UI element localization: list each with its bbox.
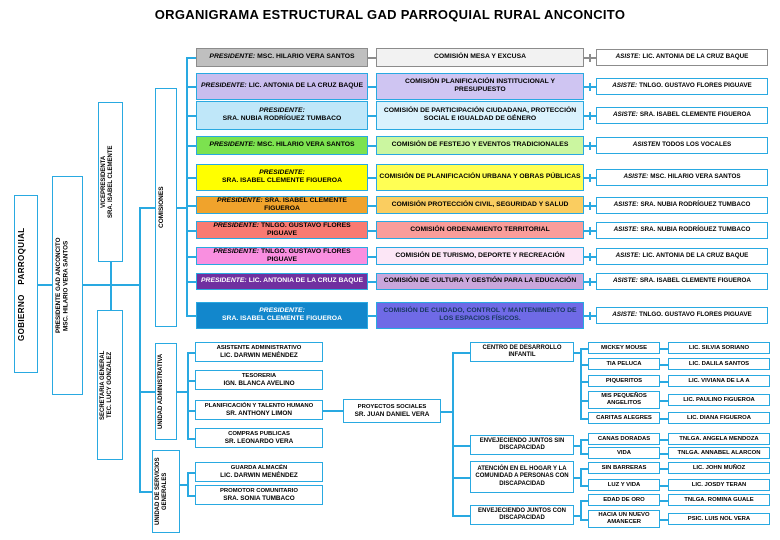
commission-box-2 — [376, 73, 584, 100]
team-group-box — [588, 433, 660, 445]
team-person-name: LIC. DIANA FIGUEROA — [687, 414, 751, 421]
connector-line — [186, 115, 196, 117]
team-group-box — [588, 462, 660, 474]
president-box-10 — [196, 302, 368, 329]
assist-box-7 — [596, 222, 768, 239]
team-group-name: MICKEY MOUSE — [600, 344, 648, 351]
admin-item-name: LIC. DARWIN MENÉNDEZ — [220, 351, 298, 359]
admin-item-role: PLANIFICACIÓN Y TALENTO HUMANO — [204, 402, 314, 409]
commission-name: COMISIÓN DE PARTICIPACIÓN CIUDADANA, PROTECCIÓN SOCIAL E IGUALDAD DE GÉNERO — [383, 106, 577, 122]
connector-line — [589, 142, 591, 151]
president-name: SRA. NUBIA RODRÍGUEZ TUMBACO — [222, 115, 342, 122]
connector-line — [139, 491, 152, 493]
commission-box-1 — [376, 48, 584, 67]
admin-item-name: SR. LEONARDO VERA — [224, 437, 294, 445]
president-box-7 — [196, 221, 368, 239]
connector-line — [580, 439, 588, 441]
connector-line — [660, 418, 668, 420]
services-item-2 — [195, 485, 323, 505]
president-name: SRA. ISABEL CLEMENTE FIGUEROA — [222, 315, 342, 322]
team-group-name: TIA PELUCA — [606, 360, 642, 367]
unidad-administrativa-label: UNIDAD ADMINISTRATIVA — [158, 353, 164, 430]
commission-name: COMISIÓN PLANIFICACIÓN INSTITUCIONAL Y PRESUPUESTO — [404, 77, 556, 93]
connector-line — [580, 519, 588, 521]
team-group-name: VIDA — [616, 449, 632, 456]
assist-box-8 — [596, 248, 768, 265]
assist-name: SRA. NUBIA RODRÍGUEZ TUMBACO — [640, 201, 751, 209]
connector-line — [368, 177, 376, 179]
president-box-4 — [196, 136, 368, 155]
services-item-role: GUARDA ALMACÉN — [230, 464, 288, 471]
program-box-3 — [470, 461, 574, 493]
admin-item-role: COMPRAS PUBLICAS — [228, 430, 290, 437]
connector-line — [177, 207, 186, 209]
connector-line — [660, 519, 668, 521]
connector-line — [660, 468, 668, 470]
connector-line — [368, 205, 376, 207]
president-name: LIC. ANTONIA DE LA CRUZ BAQUE — [248, 81, 363, 89]
commission-name: COMISIÓN DE PLANIFICACIÓN URBANA Y OBRAS PÚBLICAS — [379, 172, 581, 180]
connector-line — [589, 278, 591, 287]
team-person-box — [668, 394, 770, 406]
assist-label: ASISTE: — [613, 277, 638, 285]
team-person-name: LIC. JOSDY TERAN — [691, 481, 747, 488]
unidad-servicios-box — [152, 450, 180, 533]
president-label: PRESIDENTE: — [217, 196, 263, 204]
admin-item-3 — [195, 400, 323, 420]
connector-line — [660, 439, 668, 441]
team-group-name: PIQUERITOS — [605, 377, 643, 384]
vicepresidenta-box — [98, 102, 123, 262]
connector-line — [139, 207, 141, 492]
team-group-name: CARITAS ALEGRES — [596, 414, 652, 421]
connector-line — [580, 348, 588, 350]
team-person-box — [668, 479, 770, 491]
connector-line — [452, 352, 454, 515]
assist-label: ASISTE: — [612, 82, 638, 90]
commission-box-3 — [376, 101, 584, 130]
president-label: PRESIDENTE: — [259, 306, 305, 314]
connector-line — [180, 484, 187, 486]
connector-line — [441, 411, 452, 413]
connector-line — [187, 472, 195, 474]
assist-label: ASISTE: — [613, 226, 639, 234]
connector-line — [187, 472, 189, 496]
team-group-name: HACIA UN NUEVO AMANECER — [598, 512, 650, 525]
admin-item-4 — [195, 428, 323, 448]
connector-line — [589, 83, 591, 92]
team-group-name: EDAD DE ORO — [603, 496, 645, 503]
commission-box-10 — [376, 302, 584, 329]
connector-line — [186, 86, 196, 88]
president-label: PRESIDENTE: — [259, 106, 305, 114]
assist-label: ASISTE: — [623, 173, 649, 181]
admin-item-role: TESORERIA — [241, 372, 277, 379]
connector-line — [660, 400, 668, 402]
team-person-box — [668, 375, 770, 387]
team-group-box — [588, 510, 660, 528]
team-person-name: LIC. JOHN MUÑOZ — [692, 464, 746, 471]
connector-line — [580, 468, 582, 487]
connector-line — [368, 281, 376, 283]
proyectos-sociales-box — [343, 399, 441, 423]
assist-box-2 — [596, 78, 768, 95]
team-person-name: LIC. PAULINO FIGUEROA — [683, 396, 755, 403]
team-person-name: PSIC. LUIS NOL VERA — [687, 515, 751, 522]
comisiones-section-label: COMISIONES — [158, 186, 165, 229]
president-label: PRESIDENTE: — [209, 52, 256, 60]
team-group-box — [588, 412, 660, 424]
assist-name: LIC. ANTONIA DE LA CRUZ BAQUE — [642, 252, 749, 260]
connector-line — [660, 348, 668, 350]
services-item-name: LIC. DARWIN MENÉNDEZ — [220, 471, 298, 479]
president-label: PRESIDENTE: — [259, 168, 305, 176]
assist-name: TODOS LOS VOCALES — [662, 141, 732, 149]
connector-line — [660, 453, 668, 455]
presidente-gad-role: PRESIDENTE GAD ANCONCITO — [55, 237, 62, 334]
team-person-name: LIC. SILVIA SORIANO — [688, 344, 750, 351]
commission-name: COMISIÓN DE FESTEJO Y EVENTOS TRADICIONALES — [391, 140, 569, 148]
commission-box-9 — [376, 273, 584, 290]
president-label: PRESIDENTE: — [213, 247, 260, 255]
team-group-box — [588, 358, 660, 370]
admin-item-2 — [195, 370, 323, 390]
president-box-3 — [196, 101, 368, 130]
comisiones-section-box — [155, 88, 177, 327]
connector-line — [186, 256, 196, 258]
connector-line — [580, 381, 588, 383]
connector-line — [580, 418, 588, 420]
connector-line — [580, 485, 588, 487]
commission-name: COMISIÓN PROTECCIÓN CIVIL, SEGURIDAD Y SALUD — [391, 200, 569, 208]
connector-line — [580, 453, 588, 455]
commission-box-4 — [376, 136, 584, 155]
team-person-box — [668, 462, 770, 474]
vicepresidenta-name: SRA. ISABEL CLEMENTE — [108, 145, 115, 219]
connector-line — [186, 57, 188, 316]
secretaria-name: TEC. LUCY GONZALEZ — [107, 351, 114, 419]
team-person-box — [668, 513, 770, 525]
connector-line — [660, 381, 668, 383]
program-name: CENTRO DE DESARROLLO INFANTIL — [482, 344, 562, 358]
team-person-name: TNLGA. ANNABEL ALARCON — [677, 449, 761, 456]
connector-line — [580, 400, 588, 402]
connector-line — [139, 391, 155, 393]
secretaria-role: SECRETARIA GENERAL — [100, 350, 106, 420]
program-name: ATENCIÓN EN EL HOGAR Y LA COMUNIDAD A PERSONAS CON DISCAPACIDAD — [475, 466, 569, 487]
team-person-name: TNLGA. ANGELA MENDOZA — [679, 435, 759, 442]
connector-line — [368, 86, 376, 88]
admin-item-name: SR. ANTHONY LIMON — [225, 409, 293, 417]
team-person-box — [668, 494, 770, 506]
vicepresidenta-role: VICEPRESIDENTA — [101, 155, 107, 209]
team-group-name: SIN BARRERAS — [601, 464, 647, 471]
team-group-name: CANAS DORADAS — [597, 435, 651, 442]
connector-line — [187, 352, 195, 354]
president-box-2 — [196, 73, 368, 100]
connector-line — [187, 352, 189, 439]
commission-name: COMISIÓN DE TURISMO, DEPORTE Y RECREACIÓN — [395, 251, 565, 259]
connector-line — [186, 57, 196, 59]
connector-line — [452, 477, 470, 479]
program-box-2 — [470, 435, 574, 455]
assist-label: ASISTE: — [613, 201, 639, 209]
secretaria-box — [97, 310, 123, 460]
connector-line — [110, 262, 112, 310]
team-person-box — [668, 447, 770, 459]
connector-line — [580, 348, 582, 420]
president-box-9 — [196, 273, 368, 290]
unidad-servicios-label: UNIDAD DE SERVICIOS GENERALES — [155, 457, 169, 526]
commission-box-5 — [376, 164, 584, 191]
connector-line — [368, 145, 376, 147]
president-name: LIC. ANTONIA DE LA CRUZ BAQUE — [248, 276, 363, 284]
connector-line — [660, 485, 668, 487]
connector-line — [589, 54, 591, 63]
services-item-name: SRA. SONIA TUMBACO — [223, 494, 295, 502]
president-box-1 — [196, 48, 368, 67]
connector-line — [580, 500, 582, 521]
assist-box-3 — [596, 107, 768, 124]
president-name: SRA. ISABEL CLEMENTE FIGUEROA — [264, 196, 347, 212]
connector-line — [368, 315, 376, 317]
president-name: TNLGO. GUSTAVO FLORES PIGUAVE — [261, 247, 351, 263]
team-person-name: LIC. VIVIANA DE LA A — [688, 377, 750, 384]
president-label: PRESIDENTE: — [201, 276, 247, 284]
connector-line — [38, 284, 52, 286]
team-person-box — [668, 342, 770, 354]
gobierno-parroquial-box — [14, 195, 38, 373]
president-label: PRESIDENTE: — [201, 81, 247, 89]
services-item-1 — [195, 462, 323, 482]
proyectos-role: PROYECTOS SOCIALES — [357, 403, 427, 410]
assist-box-1 — [596, 49, 768, 66]
commission-name: COMISIÓN ORDENAMIENTO TERRITORIAL — [410, 225, 550, 233]
team-person-box — [668, 358, 770, 370]
president-box-6 — [196, 196, 368, 214]
connector-line — [368, 57, 376, 59]
unidad-administrativa-box — [155, 343, 177, 440]
connector-line — [589, 112, 591, 121]
page-title: ORGANIGRAMA ESTRUCTURAL GAD PARROQUIAL RURAL ANCONCITO — [154, 7, 626, 22]
team-person-box — [668, 412, 770, 424]
team-group-box — [588, 342, 660, 354]
admin-item-role: ASISTENTE ADMINISTRATIVO — [216, 344, 302, 351]
assist-box-10 — [596, 307, 768, 324]
assist-box-9 — [596, 273, 768, 290]
commission-box-8 — [376, 247, 584, 265]
assist-label: ASISTE: — [615, 252, 641, 260]
team-group-name: LUZ Y VIDA — [607, 481, 641, 488]
connector-line — [452, 445, 470, 447]
team-group-name: MIS PEQUEÑOS ANGELITOS — [601, 393, 647, 406]
commission-name: COMISIÓN MESA Y EXCUSA — [433, 52, 527, 60]
admin-item-name: IGN. BLANCA AVELINO — [223, 379, 295, 387]
connector-line — [660, 364, 668, 366]
team-person-name: LIC. DALILA SANTOS — [688, 360, 750, 367]
gobierno-parroquial-label: GOBIERNO PARROQUIAL — [17, 227, 26, 341]
connector-line — [139, 207, 155, 209]
team-group-box — [588, 494, 660, 506]
connector-line — [187, 438, 195, 440]
program-box-4 — [470, 505, 574, 525]
assist-name: SRA. ISABEL CLEMENTE FIGUEROA — [639, 277, 751, 285]
connector-line — [589, 202, 591, 211]
connector-line — [589, 253, 591, 262]
connector-line — [452, 352, 470, 354]
president-name: SRA. ISABEL CLEMENTE FIGUEROA — [222, 177, 342, 184]
president-name: TNLGO. GUSTAVO FLORES PIGUAVE — [261, 221, 351, 237]
president-name: MSC. HILARIO VERA SANTOS — [257, 52, 355, 60]
commission-name: COMISIÓN DE CULTURA Y GESTIÓN PARA LA EDUCACIÓN — [383, 276, 577, 284]
president-name: MSC. HILARIO VERA SANTOS — [257, 140, 355, 148]
connector-line — [186, 281, 196, 283]
president-box-8 — [196, 247, 368, 265]
program-name: ENVEJECIENDO JUNTOS CON DISCAPACIDAD — [478, 507, 566, 521]
presidente-gad-name: MSC. HILARIO VERA SANTOS — [62, 240, 70, 331]
assist-name: SRA. ISABEL CLEMENTE FIGUEROA — [639, 111, 751, 119]
connector-line — [186, 145, 196, 147]
connector-line — [368, 115, 376, 117]
assist-name: TNLGO. GUSTAVO FLORES PIGUAVE — [639, 82, 752, 90]
president-label: PRESIDENTE: — [213, 221, 260, 229]
connector-line — [186, 205, 196, 207]
commission-name: COMISIÓN DE CUIDADO, CONTROL Y MANTENIMIENTO DE LOS ESPACIOS FÍSICOS. — [383, 306, 577, 322]
commission-box-6 — [376, 196, 584, 214]
assist-box-6 — [596, 197, 768, 214]
assist-box-5 — [596, 169, 768, 186]
assist-name: LIC. ANTONIA DE LA CRUZ BAQUE — [642, 53, 749, 61]
assist-label: ASISTE: — [613, 111, 638, 119]
connector-line — [660, 500, 668, 502]
connector-line — [580, 364, 588, 366]
connector-line — [580, 500, 588, 502]
connector-line — [589, 312, 591, 321]
connector-line — [187, 495, 195, 497]
team-group-box — [588, 447, 660, 459]
connector-line — [589, 227, 591, 236]
proyectos-name: SR. JUAN DANIEL VERA — [354, 410, 430, 418]
services-item-role: PROMOTOR COMUNITARIO — [220, 487, 298, 494]
president-label: PRESIDENTE: — [209, 140, 256, 148]
assist-label: ASISTE: — [615, 53, 641, 61]
connector-line — [177, 391, 187, 393]
assist-name: MSC. HILARIO VERA SANTOS — [650, 173, 741, 181]
assist-label: ASISTE: — [612, 311, 638, 319]
program-name: ENVEJECIENDO JUNTOS SIN DISCAPACIDAD — [479, 437, 565, 451]
connector-line — [323, 410, 343, 412]
assist-box-4 — [596, 137, 768, 154]
team-person-box — [668, 433, 770, 445]
connector-line — [368, 256, 376, 258]
connector-line — [187, 410, 195, 412]
program-box-1 — [470, 342, 574, 362]
assist-name: SRA. NUBIA RODRÍGUEZ TUMBACO — [640, 226, 751, 234]
connector-line — [589, 174, 591, 183]
connector-line — [186, 230, 196, 232]
team-person-name: TNLGA. ROMINA GUALE — [684, 496, 754, 503]
admin-item-1 — [195, 342, 323, 362]
presidente-gad-box — [52, 176, 83, 395]
team-group-box — [588, 375, 660, 387]
connector-line — [368, 230, 376, 232]
connector-line — [580, 468, 588, 470]
team-group-box — [588, 479, 660, 491]
team-group-box — [588, 391, 660, 409]
commission-box-7 — [376, 221, 584, 239]
assist-name: TNLGO. GUSTAVO FLORES PIGUAVE — [639, 311, 752, 319]
president-box-5 — [196, 164, 368, 191]
connector-line — [186, 315, 196, 317]
connector-line — [187, 380, 195, 382]
connector-line — [186, 177, 196, 179]
assist-label: ASISTEN — [632, 141, 661, 149]
connector-line — [452, 515, 470, 517]
